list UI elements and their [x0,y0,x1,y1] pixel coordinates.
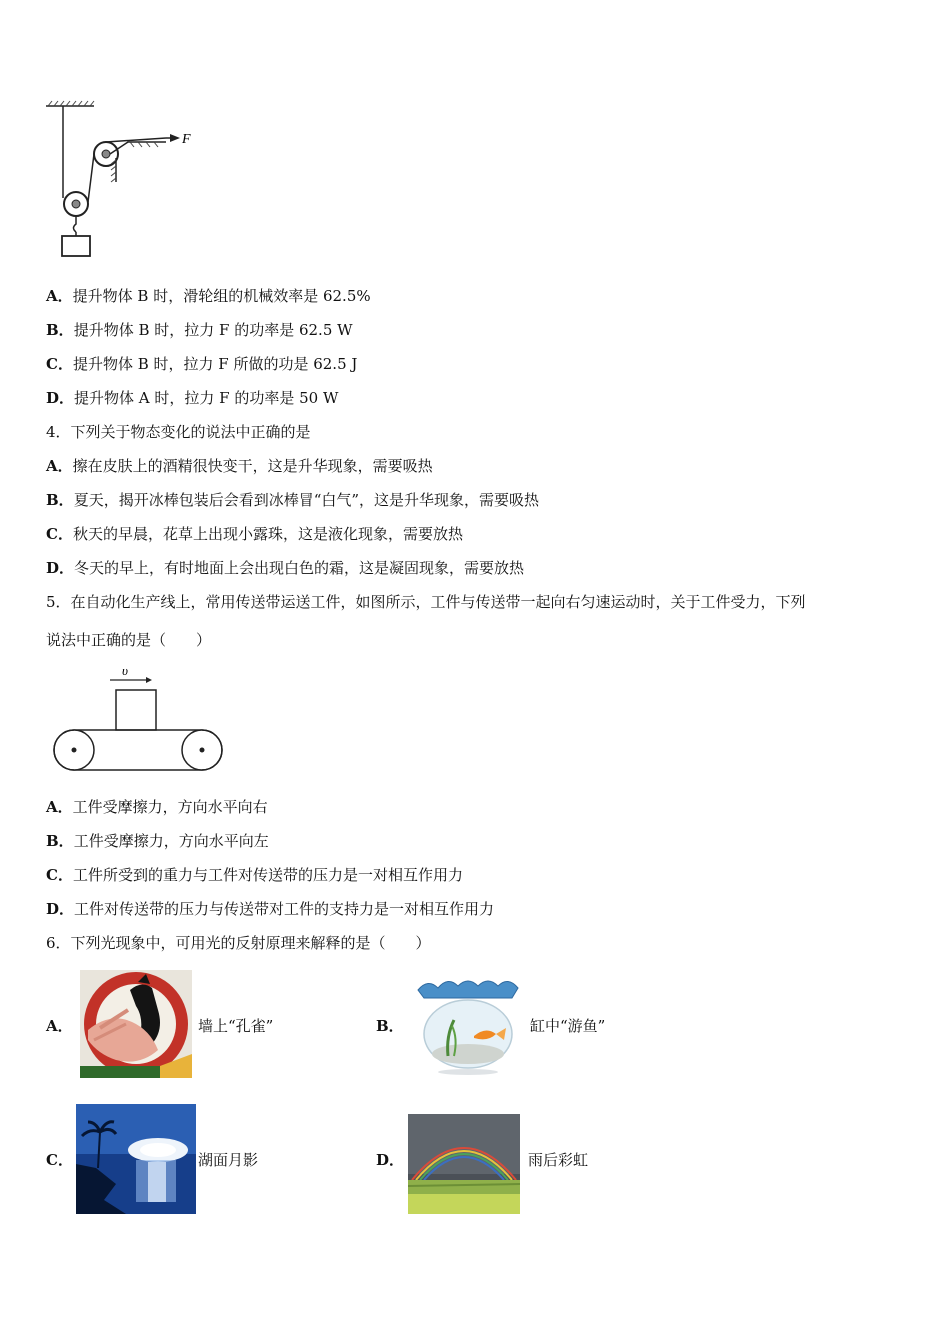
rainbow-image [408,1114,520,1214]
q5-option-b: B．工件受摩擦力，方向水平向左 [46,832,269,850]
q6-option-b-letter: B． [376,1017,404,1035]
q3-option-a: A．提升物体 B 时，滑轮组的机械效率是 62.5% [46,287,371,305]
fish-bowl-image [414,976,522,1076]
q4-option-a: A．擦在皮肤上的酒精很快变干，这是升华现象，需要吸热 [46,457,433,475]
q6-option-d-letter: D． [376,1151,405,1169]
q6-stem: 6．下列光现象中，可用光的反射原理来解释的是（ ） [46,934,431,952]
q5-stem-line2: 说法中正确的是（ ） [46,631,212,649]
q6-option-a-letter: A． [46,1017,73,1035]
q4-stem: 4．下列关于物态变化的说法中正确的是 [46,423,311,441]
q3-option-b: B．提升物体 B 时，拉力 F 的功率是 62.5 W [46,321,353,339]
q5-option-d: D．工件对传送带的压力与传送带对工件的支持力是一对相互作用力 [46,900,495,918]
pulley-system-figure [40,98,200,262]
q4-option-d: D．冬天的早上，有时地面上会出现白色的霜，这是凝固现象，需要放热 [46,559,525,577]
conveyor-belt-figure [48,660,228,778]
q4-option-c: C．秋天的早晨，花草上出现小露珠，这是液化现象，需要放热 [46,525,463,543]
q6-option-b-caption: 缸中“游鱼” [530,1017,606,1035]
velocity-label: υ [122,663,128,678]
q5-stem-line1: 5．在自动化生产线上，常用传送带运送工件，如图所示，工件与传送带一起向右匀速运动时，关于工件受力，下列 [46,593,806,611]
q5-option-c: C．工件所受到的重力与工件对传送带的压力是一对相互作用力 [46,866,463,884]
q6-option-d-caption: 雨后彩虹 [528,1151,589,1169]
hand-shadow-peacock-image [80,970,192,1078]
q6-option-a-caption: 墙上“孔雀” [198,1017,274,1035]
force-label: F [182,132,191,147]
q6-option-c-letter: C． [46,1151,73,1169]
q5-option-a: A．工件受摩擦力，方向水平向右 [46,798,268,816]
q4-option-b: B．夏天，揭开冰棒包装后会看到冰棒冒“白气”，这是升华现象，需要吸热 [46,491,540,509]
q3-option-d: D．提升物体 A 时，拉力 F 的功率是 50 W [46,389,339,407]
lake-moon-reflection-image [76,1104,196,1214]
q3-option-c: C．提升物体 B 时，拉力 F 所做的功是 62.5 J [46,355,358,373]
q6-option-c-caption: 湖面月影 [198,1151,259,1169]
